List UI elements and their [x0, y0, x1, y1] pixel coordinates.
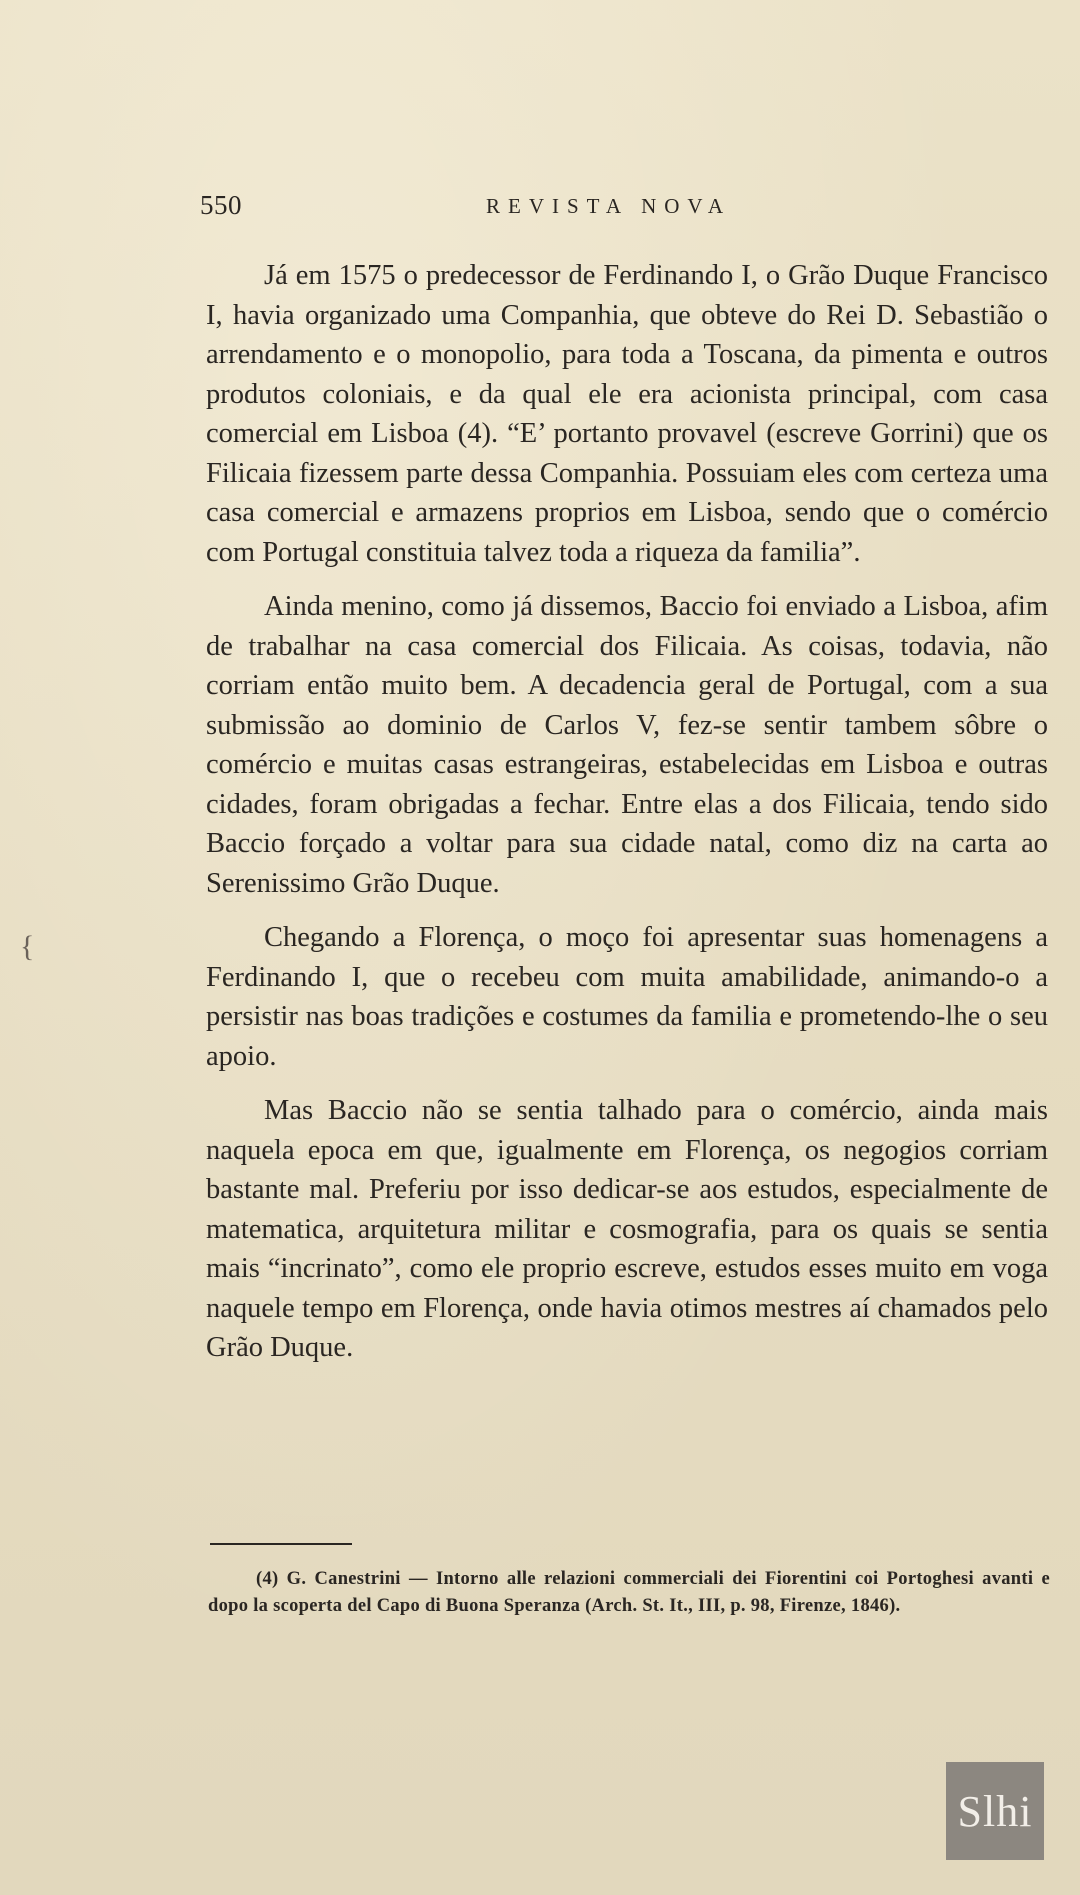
running-title: REVISTA NOVA: [486, 194, 732, 218]
logo-text: Slhi: [957, 1786, 1033, 1836]
paragraph: Ainda menino, como já dissemos, Baccio foi enviado a Lisboa, afim de trabalhar na casa comercial dos Filicaia. As coisas, todavia, não corriam então muito bem. A decadencia geral de Portugal, com a sua submissão ao dominio de Carlos V, fez-se sentir tambem sôbre o comércio e muitas casas estrangeiras, estabelecidas em Lisboa e outras cidades, foram obrigadas a fechar. Entre elas a dos Filicaia, tendo sido Baccio forçado a voltar para sua cidade natal, como diz na carta ao Serenissimo Grão Duque.: [206, 591, 1048, 899]
body-text: [206, 256, 1048, 1383]
paragraph: Mas Baccio não se sentia talhado para o comércio, ainda mais naquela epoca em que, igualmente em Florença, os negogios corriam bastante mal. Preferiu por isso dedicar-se aos estudos, especialmente de matematica, arquitetura militar e cosmografia, para os quais se sentia mais “incrinato”, como ele proprio escreve, estudos esses muito em voga naquele tempo em Florença, onde havia otimos mestres aí chamados pelo Grão Duque.: [206, 1095, 1048, 1363]
margin-pencil-mark: {: [20, 930, 35, 963]
footnote-divider: [210, 1543, 352, 1545]
page-header: [200, 190, 940, 230]
slhi-logo: [946, 1762, 1044, 1860]
footnote-text: (4) G. Canestrini — Intorno alle relazioni commerciali dei Fiorentini coi Portoghesi avanti e dopo la scoperta del Capo di Buona Speranza (Arch. St. It., III, p. 98, Firenze, 1846).: [208, 1569, 1050, 1616]
footnote: [208, 1566, 1050, 1620]
page-number: 550: [200, 190, 242, 220]
paragraph: Já em 1575 o predecessor de Ferdinando I, o Grão Duque Francisco I, havia organizado uma Companhia, que obteve do Rei D. Sebastião o arrendamento e o monopolio, para toda a Toscana, da pimenta e outros produtos coloniais, e da qual ele era acionista principal, com casa comercial em Lisboa (4). “E’ portanto provavel (escreve Gorrini) que os Filicaia fizessem parte dessa Companhia. Possuiam eles com certeza uma casa comercial e armazens proprios em Lisboa, sendo que o comércio com Portugal constituia talvez toda a riqueza da familia”.: [206, 260, 1048, 568]
paragraph: Chegando a Florença, o moço foi apresentar suas homenagens a Ferdinando I, que o recebeu com muita amabilidade, animando-o a persistir nas boas tradições e costumes da familia e prometendo-lhe o seu apoio.: [206, 922, 1048, 1072]
